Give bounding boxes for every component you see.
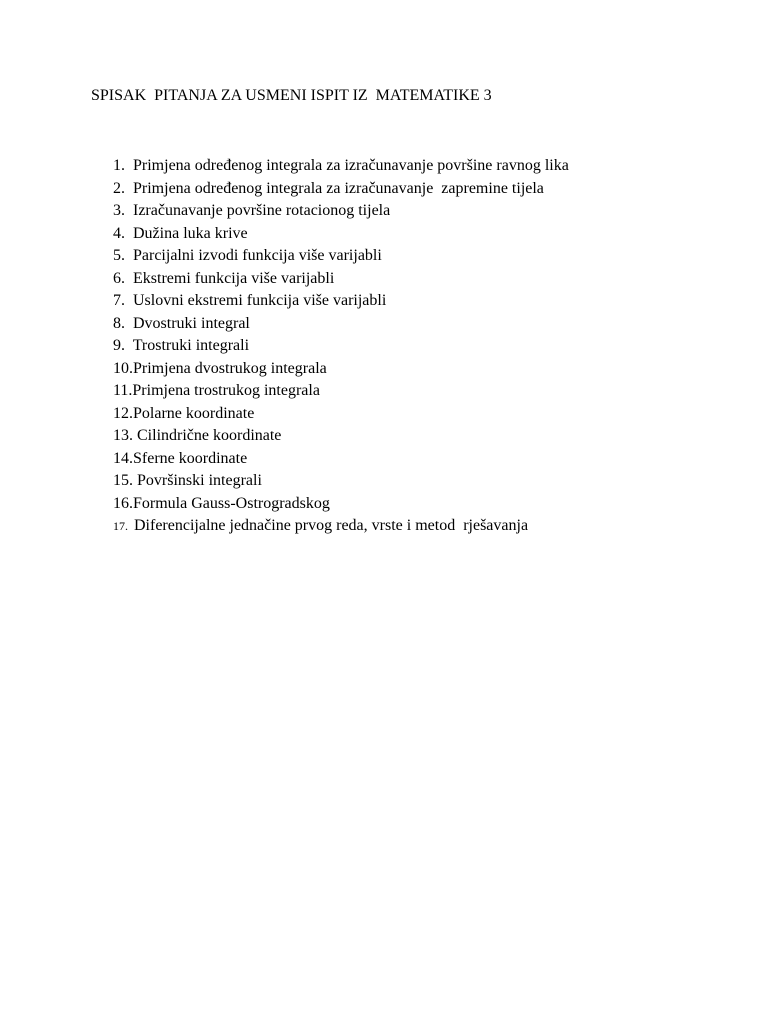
list-item <box>113 358 569 381</box>
question-text: Diferencijalne jednačine prvog reda, vrste i metod rješavanja <box>134 517 529 534</box>
question-number: 5. <box>113 247 133 264</box>
document-title: SPISAK PITANJA ZA USMENI ISPIT IZ MATEMATIKE 3 <box>91 87 492 104</box>
question-text: Uslovni ekstremi funkcija više varijabli <box>133 292 387 309</box>
list-item <box>113 268 569 291</box>
question-text: Dužina luka krive <box>133 224 248 242</box>
list-item <box>113 335 569 358</box>
question-text: Primjena trostrukog integrala <box>132 382 320 399</box>
question-text: Polarne koordinate <box>133 404 255 422</box>
question-text: Trostruki integrali <box>132 337 250 354</box>
question-number: 12. <box>113 404 133 422</box>
question-number: 2. <box>113 179 133 197</box>
question-number: 16. <box>113 494 133 512</box>
question-number: 14. <box>113 449 133 467</box>
list-item <box>113 515 569 538</box>
question-text: Primjena određenog integrala za izračunavanje zapremine tijela <box>133 179 544 197</box>
list-item <box>113 425 569 448</box>
list-item <box>113 290 569 313</box>
question-text: Cilindrične koordinate <box>137 427 282 444</box>
question-text: Dvostruki integral <box>133 314 250 332</box>
question-number: 11. <box>113 382 133 399</box>
question-number: 3. <box>113 202 133 219</box>
question-number: 7. <box>113 292 133 309</box>
list-item <box>113 493 569 516</box>
question-list <box>113 155 569 538</box>
list-item <box>113 313 569 336</box>
list-item <box>113 470 569 493</box>
list-item <box>113 155 569 178</box>
list-item <box>113 380 569 403</box>
question-number: 4. <box>113 224 133 242</box>
question-number: 15. <box>113 472 137 489</box>
list-item <box>113 448 569 471</box>
question-number: 1. <box>113 157 133 174</box>
list-item <box>113 200 569 223</box>
question-text: Primjena određenog integrala za izračunavanje površine ravnog lika <box>133 157 569 174</box>
question-text: Sferne koordinate <box>133 449 248 467</box>
question-number: 17. <box>113 519 134 533</box>
question-text: Primjena dvostrukog integrala <box>133 359 327 377</box>
question-text: Ekstremi funkcija više varijabli <box>133 269 335 287</box>
question-number: 10. <box>113 359 133 377</box>
question-text: Izračunavanje površine rotacionog tijela <box>133 202 391 219</box>
list-item <box>113 403 569 426</box>
question-text: Površinski integrali <box>137 472 262 489</box>
list-item <box>113 245 569 268</box>
question-number: 6. <box>113 269 133 287</box>
question-text: Formula Gauss-Ostrogradskog <box>133 494 330 512</box>
question-number: 9. <box>113 337 133 354</box>
list-item <box>113 223 569 246</box>
question-text: Parcijalni izvodi funkcija više varijabli <box>133 247 382 264</box>
list-item <box>113 178 569 201</box>
question-number: 8. <box>113 314 133 332</box>
question-number: 13. <box>113 427 137 444</box>
